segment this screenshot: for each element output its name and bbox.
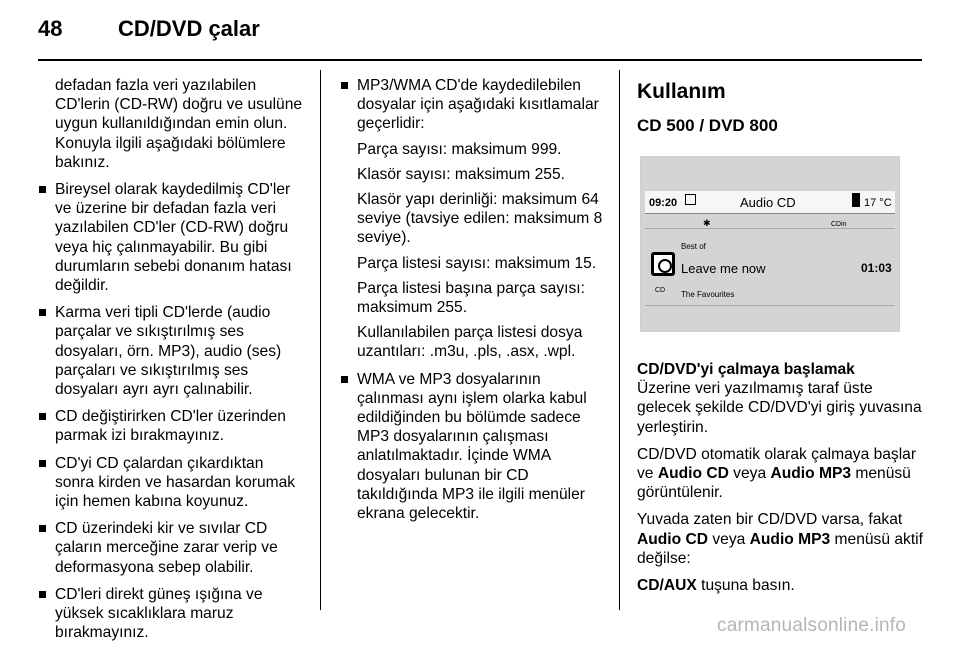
column-divider-2 <box>619 70 620 610</box>
screen-disc-label: CD <box>655 287 666 294</box>
paragraph <box>637 445 927 503</box>
phone-icon <box>852 193 860 207</box>
text-run: veya <box>728 465 771 483</box>
text-run: CD/DVD otomatik olarak çalmaya başlar ve <box>637 445 917 483</box>
list-item: WMA ve MP3 dosyalarının çalınması aynı işlem olarka kabul edildiğinden bu bölümde sadece MP3 dosyalarının çalışması anlatılmaktadır. İçinde WMA dosyaları bulunan bir CD takıldığında MP3 ile ilgili menüler ekrana gelecektir. <box>340 370 606 524</box>
menu-name: Audio MP3 <box>770 465 852 483</box>
start-playing-heading: CD/DVD'yi çalmaya başlamak <box>637 361 855 378</box>
text-run: tuşuna basın. <box>696 577 795 595</box>
list-item <box>340 76 606 362</box>
screen-source-row <box>645 214 895 229</box>
column-1 <box>38 76 304 650</box>
restriction-item: Kullanılabilen parça listesi dosya uzantıları: .m3u, .pls, .asx, .wpl. <box>357 324 583 361</box>
menu-name: Audio MP3 <box>749 530 831 548</box>
restriction-item: Klasör sayısı: maksimum 255. <box>357 165 565 183</box>
watermark: carmanualsonline.info <box>717 615 907 636</box>
subsection-heading: CD 500 / DVD 800 <box>637 116 778 135</box>
section-heading: Kullanım <box>637 80 726 103</box>
list-item: CD üzerindeki kir ve sıvılar CD çaların merceğine zarar verip ve deformasyona sebep olabilir. <box>38 519 304 577</box>
screen-artist: The Favourites <box>681 290 735 299</box>
text-run: menüsü görüntülenir. <box>637 465 911 502</box>
list-item: Bireysel olarak kaydedilmiş CD'ler ve üzerine bir defadan fazla veri yazılabilen CD'ler (CD-RW) doğru veya hiç çalınmayabilir. Bu gibi durumların sebebi donanım hatası değildir. <box>38 180 304 295</box>
screen-track-title: Leave me now <box>681 261 766 276</box>
menu-name: Audio CD <box>657 465 729 483</box>
continuation-text: defadan fazla veri yazılabilen CD'lerin (CD-RW) doğru ve usulüne uygun kullanıldığından emin olun. Konuyla ilgili aşağıdaki bölümlere bakınız. <box>55 77 303 171</box>
button-name: CD/AUX <box>637 577 697 595</box>
text-run: Yuvada zaten bir CD/DVD varsa, fakat <box>637 511 903 529</box>
restriction-item: Parça listesi sayısı: maksimum 15. <box>357 254 597 272</box>
back-icon <box>685 194 696 205</box>
bluetooth-icon: ✱ <box>703 218 711 228</box>
list-item: CD'yi CD çalardan çıkardıktan sonra kirden ve hasardan korumak için hemen kabına koyunuz. <box>38 454 304 512</box>
paragraph: Üzerine veri yazılmamış taraf üste gelecek şekilde CD/DVD'yi giriş yuvasına yerleştirin. <box>637 380 922 436</box>
paragraph <box>637 510 927 568</box>
header-rule <box>38 59 922 61</box>
text-run: veya <box>708 530 750 548</box>
screen-temperature: 17 °C <box>864 197 892 209</box>
screen-clock: 09:20 <box>649 197 678 209</box>
column-3 <box>637 76 927 603</box>
screen-album: Best of <box>681 242 706 251</box>
cd-disc-icon <box>651 252 675 276</box>
restriction-intro: MP3/WMA CD'de kaydedilebilen dosyalar için aşağıdaki kısıtlamalar geçerlidir: <box>357 77 599 133</box>
column-2 <box>340 76 606 531</box>
list-item: CD değiştirirken CD'ler üzerinden parmak izi bırakmayınız. <box>38 407 304 445</box>
bullet-list <box>340 76 606 523</box>
restriction-item: Klasör yapı derinliği: maksimum 64 seviye (tavsiye edilen: maksimum 8 seviye). <box>357 191 603 247</box>
page-header <box>0 0 960 62</box>
text-run: menüsü aktif değilse: <box>637 530 923 567</box>
bullet-list <box>38 180 304 642</box>
restriction-item: Parça listesi başına parça sayısı: maksimum 255. <box>357 279 585 317</box>
page-number: 48 <box>38 16 63 41</box>
paragraph <box>637 576 927 595</box>
list-item: Karma veri tipli CD'lerde (audio parçalar ve sıkıştırılmış ses dosyaları, örn. MP3), audio (ses) parçaları ve sıkıştırılmış ses dosyaları ayrı ayrı çalınabilir. <box>38 303 304 399</box>
restriction-item: Parça sayısı: maksimum 999. <box>357 140 562 158</box>
screen-status-bar <box>645 191 895 214</box>
screen-track-time: 01:03 <box>861 261 892 275</box>
screen-title: Audio CD <box>740 195 796 210</box>
screen-source: CDin <box>831 221 847 228</box>
column-divider-1 <box>320 70 321 610</box>
list-item: CD'leri direkt güneş ışığına ve yüksek sıcaklıklara maruz bırakmayınız. <box>38 585 304 643</box>
page-title: CD/DVD çalar <box>118 16 260 41</box>
menu-name: Audio CD <box>637 530 709 548</box>
screen-divider <box>645 305 895 306</box>
audio-cd-screen-figure <box>640 156 900 332</box>
